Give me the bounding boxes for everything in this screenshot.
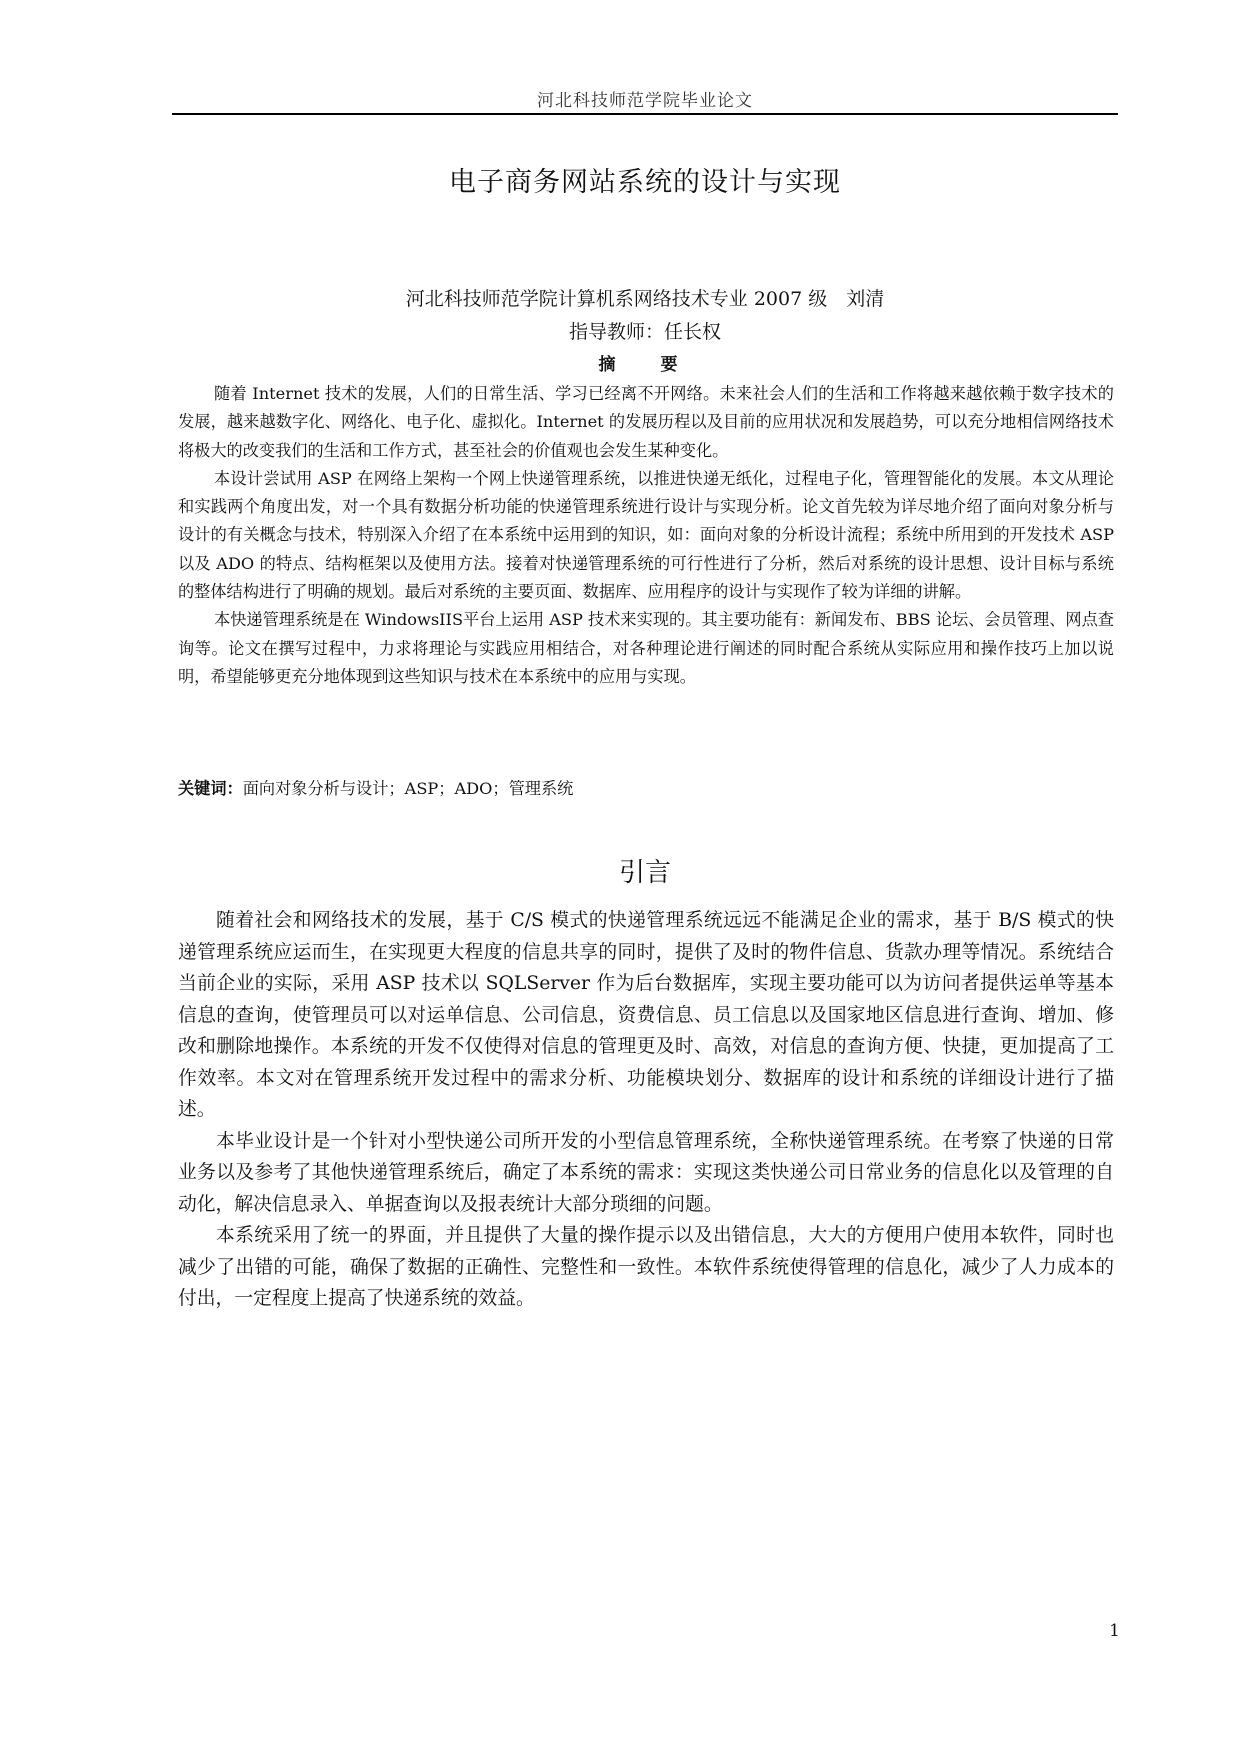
introduction-body — [178, 905, 1114, 1315]
keywords-text: 面向对象分析与设计；ASP；ADO；管理系统 — [242, 779, 574, 798]
author-affiliation: 河北科技师范学院计算机系网络技术专业 2007 级 刘清 — [405, 288, 885, 310]
introduction-heading: 引言 — [618, 858, 671, 888]
running-header: 河北科技师范学院毕业论文 — [537, 91, 753, 111]
abstract-paragraph: 本设计尝试用 ASP 在网络上架构一个网上快递管理系统，以推进快递无纸化，过程电子化，管理智能化的发展。本文从理论和实践两个角度出发，对一个具有数据分析功能的快递管理系统进行设计与实现分析。论文首先较为详尽地介绍了面向对象分析与设计的有关概念与技术，特别深入介绍了在本系统中运用到的知识，如：面向对象的分析设计流程；系统中所用到的开发技术 ASP 以及 ADO 的特点、结构框架以及使用方法。接着对快递管理系统的可行性进行了分析，然后对系统的设计思想、设计目标与系统的整体结构进行了明确的规划。最后对系统的主要页面、数据库、应用程序的设计与实现作了较为详细的讲解。 — [178, 468, 1114, 602]
header-rule — [172, 113, 1118, 115]
page-number: 1 — [1109, 1621, 1120, 1641]
keywords-line — [178, 775, 1114, 803]
abstract-body — [178, 380, 1114, 691]
introduction-paragraph: 随着社会和网络技术的发展，基于 C/S 模式的快递管理系统远远不能满足企业的需求，基于 B/S 模式的快递管理系统应运而生，在实现更大程度的信息共享的同时，提供了及时的物件信息、货款办理等情况。系统结合当前企业的实际，采用 ASP 技术以 SQLServer 作为后台数据库，实现主要功能可以为访问者提供运单等基本信息的查询，使管理员可以对运单信息、公司信息，资费信息、员工信息以及国家地区信息进行查询、增加、修改和删除地操作。本系统的开发不仅使得对信息的管理更及时、高效，对信息的查询方便、快捷，更加提高了工作效率。本文对在管理系统开发过程中的需求分析、功能模块划分、数据库的设计和系统的详细设计进行了描述。 — [178, 910, 1114, 1120]
advisor-line: 指导教师：任长权 — [568, 321, 721, 343]
introduction-paragraph: 本毕业设计是一个针对小型快递公司所开发的小型信息管理系统，全称快递管理系统。在考察了快递的日常业务以及参考了其他快递管理系统后，确定了本系统的需求：实现这类快递公司日常业务的信息化以及管理的自动化，解决信息录入、单据查询以及报表统计大部分琐细的问题。 — [178, 1130, 1114, 1215]
abstract-paragraph: 随着 Internet 技术的发展，人们的日常生活、学习已经离不开网络。未来社会人们的生活和工作将越来越依赖于数字技术的发展，越来越数字化、网络化、电子化、虚拟化。Internet 的发展历程以及目前的应用状况和发展趋势，可以充分地相信网络技术将极大的改变我们的生活和工作方式，甚至社会的价值观也会发生某种变化。 — [178, 384, 1114, 460]
keywords-label: 关键词： — [178, 779, 243, 798]
abstract-heading: 摘 要 — [598, 355, 692, 375]
introduction-paragraph: 本系统采用了统一的界面，并且提供了大量的操作提示以及出错信息，大大的方便用户使用本软件，同时也减少了出错的可能，确保了数据的正确性、完整性和一致性。本软件系统使得管理的信息化，减少了人力成本的付出，一定程度上提高了快递系统的效益。 — [178, 1225, 1114, 1309]
abstract-paragraph: 本快递管理系统是在 WindowsIIS平台上运用 ASP 技术来实现的。其主要功能有：新闻发布、BBS 论坛、会员管理、网点查询等。论文在撰写过程中，力求将理论与实践应用相结合，对各种理论进行阐述的同时配合系统从实际应用和操作技巧上加以说明，希望能够更充分地体现到这些知识与技术在本系统中的应用与实现。 — [178, 610, 1114, 686]
paper-title: 电子商务网站系统的设计与实现 — [449, 167, 841, 198]
